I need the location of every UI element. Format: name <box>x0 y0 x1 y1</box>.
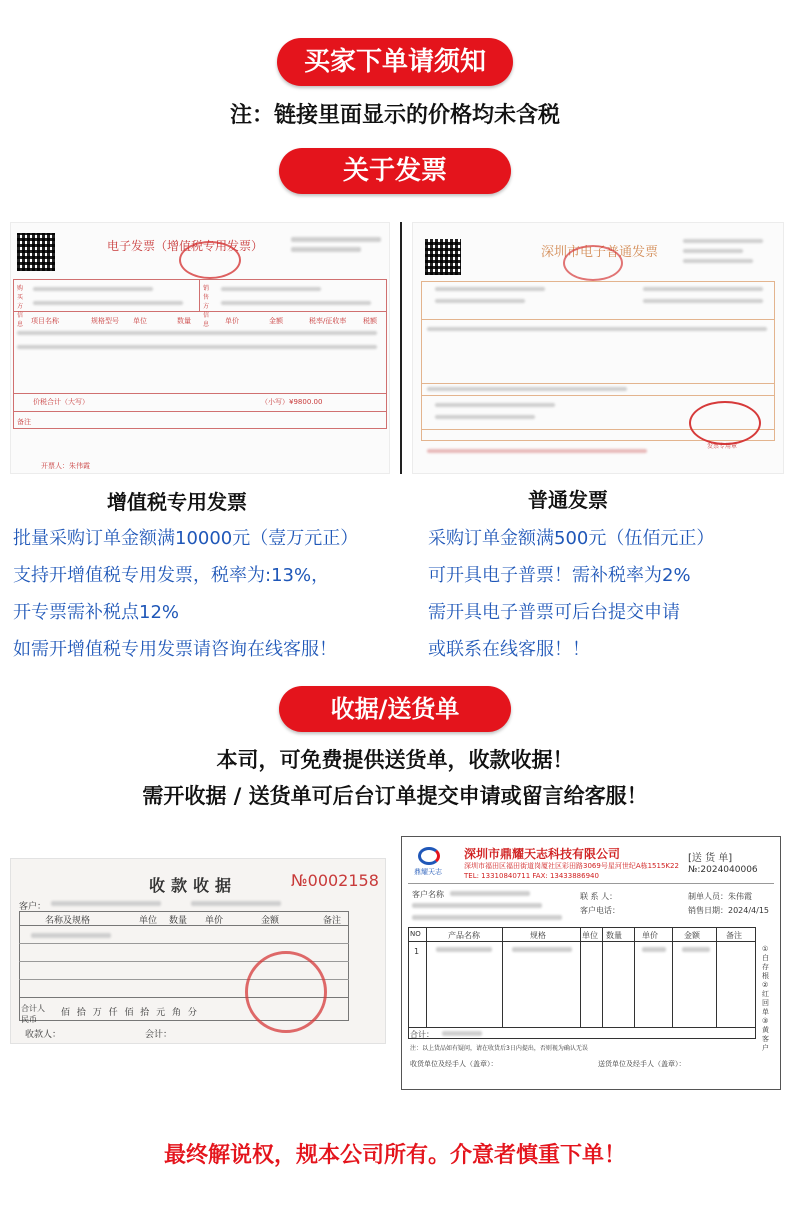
vat-invoice-image <box>10 222 390 474</box>
qr-code-icon <box>17 233 55 271</box>
footer-disclaimer: 最终解说权，规本公司所有。介意者慎重下单！ <box>163 1143 626 1168</box>
delivery-doc-type: [送 货 单] <box>688 853 733 864</box>
receipt-line-2: 需开收据 / 送货单可后台订单提交申请或留言给客服！ <box>142 784 648 808</box>
vat-total-caption: 价税合计（大写） <box>33 398 89 406</box>
receipt-seal <box>245 951 327 1033</box>
delivery-col-spec: 规格 <box>530 931 546 940</box>
delivery-maker: 制单人员：朱伟霞 <box>688 892 752 901</box>
vat-remark: 备注 <box>17 418 31 426</box>
vat-heading: 增值税专用发票 <box>107 490 247 514</box>
invoice-seal <box>689 401 761 445</box>
normal-stamp-text: 发票专用章 <box>707 443 738 450</box>
delivery-side-text: ①白存根 ②红回单 ③黄客户 <box>762 945 769 1052</box>
company-logo-icon <box>418 847 440 865</box>
receipt-title: 收款收据 <box>149 876 238 895</box>
delivery-sign-sender: 送货单位及经手人（盖章）： <box>598 1060 686 1068</box>
delivery-col-unit: 单位 <box>582 931 598 940</box>
normal-invoice-title: 深圳市电子普通发票 <box>541 245 659 260</box>
delivery-sum-label: 合计： <box>410 1030 434 1039</box>
normal-heading: 普通发票 <box>528 488 608 512</box>
company-logo-text: 鼎耀天志 <box>414 868 442 876</box>
receipt-total-caps: 合计人民币 <box>21 1004 45 1024</box>
normal-term-4: 或联系在线客服！！ <box>428 639 590 660</box>
delivery-col-product: 产品名称 <box>448 931 480 940</box>
vat-col-tax: 税额 <box>363 317 377 325</box>
receipt-col-qty: 数量 <box>169 916 188 926</box>
receipt-col-unit: 单位 <box>139 916 158 926</box>
vat-stamp <box>179 241 241 279</box>
vat-invoice-title: 电子发票（增值税专用发票） <box>107 239 264 253</box>
receipt-number: №0002158 <box>291 871 379 890</box>
receipt-col-amount: 金额 <box>261 916 280 926</box>
vat-issuer: 开票人：朱伟霞 <box>41 462 90 470</box>
vat-col-price: 单价 <box>225 317 239 325</box>
normal-term-3: 需开具电子普票可后台提交申请 <box>428 602 680 623</box>
receipt-line-1: 本司，可免费提供送货单，收款收据！ <box>216 748 574 772</box>
buyer-info-label: 购买方信息 <box>17 285 24 328</box>
delivery-company-address: 深圳市福田区福田街道岗厦社区彩田路3069号星河世纪A栋1515K22 <box>464 862 679 870</box>
vat-terms-list <box>13 520 358 668</box>
vat-term-3: 开专票需补税点12% <box>13 602 180 623</box>
vat-col-unit: 单位 <box>133 317 147 325</box>
delivery-buyer-label: 客户名称 <box>412 890 444 899</box>
normal-term-2: 可开具电子普票！需补税率为2% <box>428 565 691 586</box>
seller-info-label: 销售方信息 <box>203 285 210 328</box>
vat-col-amount: 金额 <box>269 317 283 325</box>
normal-terms-list <box>428 520 714 668</box>
tax-note: 注：链接里面显示的价格均未含税 <box>229 103 560 128</box>
vat-col-rate: 税率/征收率 <box>309 317 347 325</box>
receipt-col-price: 单价 <box>205 916 224 926</box>
receipt-accountant: 会计： <box>145 1030 173 1040</box>
notice-title-banner: 买家下单请须知 <box>277 38 513 86</box>
receipt-col-name: 名称及规格 <box>45 916 91 926</box>
delivery-doc-number: №:2024040006 <box>688 865 758 875</box>
delivery-col-qty: 数量 <box>606 931 622 940</box>
qr-code-icon <box>425 239 461 275</box>
divider <box>400 222 402 474</box>
delivery-date: 销售日期：2024/4/15 <box>688 906 770 915</box>
delivery-phone-label: 客户电话： <box>580 906 620 915</box>
delivery-sign-receiver: 收货单位及经手人（盖章）： <box>410 1060 498 1068</box>
vat-total-small: （小写）¥9800.00 <box>261 398 323 406</box>
delivery-col-price: 单价 <box>642 931 658 940</box>
delivery-contact-label: 联 系 人： <box>580 892 618 901</box>
receipt-col-note: 备注 <box>323 916 342 926</box>
vat-term-1: 批量采购订单金额满10000元（壹万元正） <box>13 528 359 549</box>
receipt-payee: 收款人： <box>25 1030 62 1040</box>
vat-col-name: 项目名称 <box>31 317 59 325</box>
invoice-section-banner: 关于发票 <box>279 148 511 194</box>
receipt-total-units: 佰 拾 万 仟 佰 拾 元 角 分 <box>61 1008 199 1018</box>
delivery-contact: TEL: 13310840711 FAX: 13433886940 <box>464 872 599 880</box>
delivery-col-note: 备注 <box>726 931 742 940</box>
delivery-col-no: NO <box>410 930 421 938</box>
vat-col-qty: 数量 <box>177 317 191 325</box>
delivery-col-amount: 金额 <box>684 931 700 940</box>
receipt-customer-label: 客户： <box>19 902 47 912</box>
receipt-image <box>10 858 386 1044</box>
normal-top-stamp <box>563 245 623 281</box>
vat-col-spec: 规格型号 <box>91 317 119 325</box>
delivery-note: 注：以上货品如有疑问，请在收货后3日内提出，否则视为确认无误 <box>410 1045 588 1052</box>
vat-term-4: 如需开增值税专用发票请咨询在线客服！ <box>13 639 337 660</box>
receipt-section-banner: 收据/送货单 <box>279 686 511 732</box>
normal-term-1: 采购订单金额满500元（伍佰元正） <box>428 528 715 549</box>
delivery-row-no: 1 <box>414 947 420 956</box>
normal-invoice-image <box>412 222 784 474</box>
vat-term-2: 支持开增值税专用发票，税率为:13%， <box>13 565 330 586</box>
delivery-note-image <box>401 836 781 1090</box>
delivery-company-name: 深圳市鼎耀天志科技有限公司 <box>464 847 621 861</box>
